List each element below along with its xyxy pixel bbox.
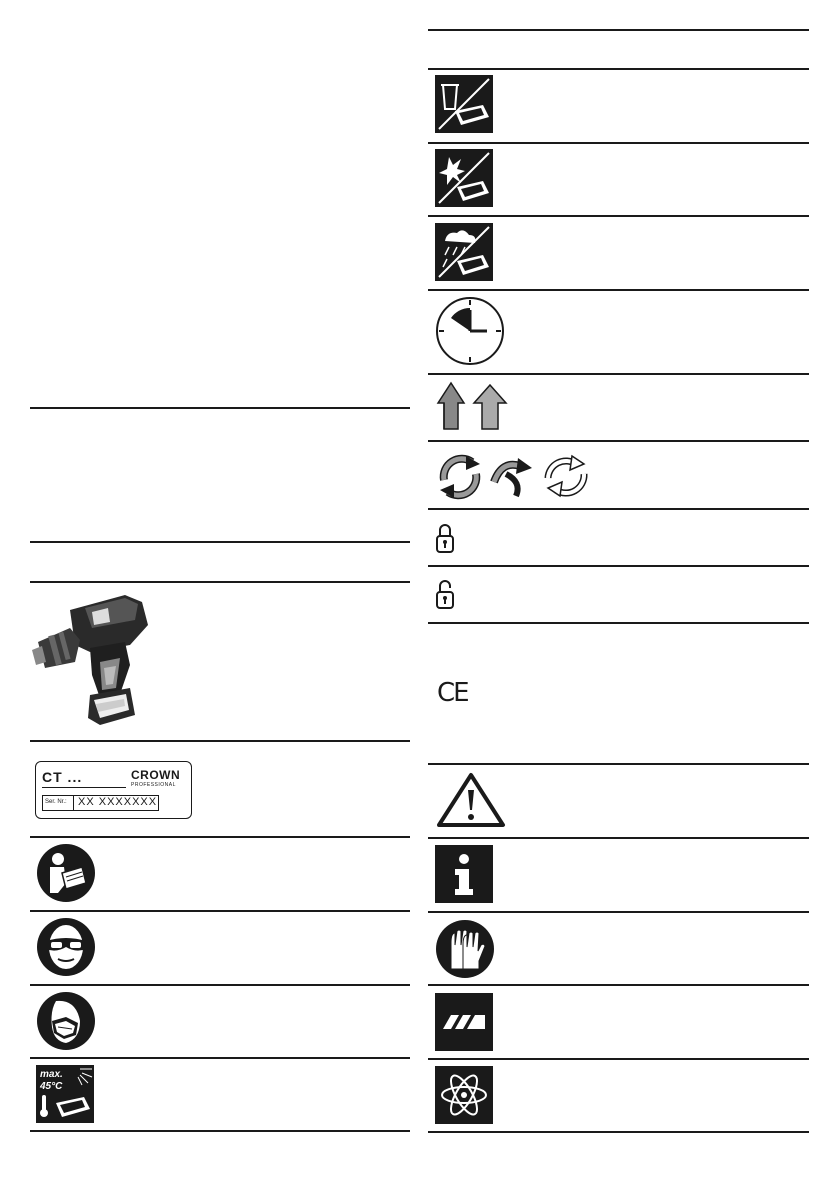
divider xyxy=(428,565,809,567)
divider xyxy=(30,581,410,583)
model-prefix: CT ... xyxy=(42,769,83,785)
no-battery-rain-icon xyxy=(435,223,493,281)
serial-box xyxy=(42,795,159,811)
divider xyxy=(30,1130,410,1132)
no-battery-fire-icon xyxy=(435,149,493,207)
serial-divider xyxy=(73,796,74,810)
dust-mask-icon xyxy=(36,991,96,1051)
warning-triangle-icon xyxy=(436,772,506,828)
divider xyxy=(428,1131,809,1133)
divider xyxy=(30,541,410,543)
atom-icon xyxy=(435,1066,493,1124)
max-label: max. xyxy=(40,1069,63,1080)
divider xyxy=(428,1058,809,1060)
rotation-direction-icon xyxy=(436,452,591,500)
divider xyxy=(428,142,809,144)
divider xyxy=(428,911,809,913)
eye-protection-icon xyxy=(36,917,96,977)
serial-value: XX XXXXXXX xyxy=(78,796,158,808)
nameplate-label xyxy=(35,761,192,819)
information-icon xyxy=(435,845,493,903)
charge-time-clock-icon xyxy=(435,296,505,366)
speed-gear-arrows-icon xyxy=(436,381,512,431)
divider xyxy=(428,508,809,510)
battery-max-45c-icon xyxy=(36,1065,94,1123)
divider xyxy=(30,836,410,838)
divider xyxy=(428,289,809,291)
divider xyxy=(428,837,809,839)
drill-product-image xyxy=(30,590,155,730)
divider xyxy=(428,29,809,31)
divider xyxy=(30,407,410,409)
divider xyxy=(428,622,809,624)
brand-subtitle: PROFESSIONAL xyxy=(131,782,176,788)
divider xyxy=(428,373,809,375)
temp-label: 45°C xyxy=(40,1081,63,1092)
model-underline xyxy=(42,787,126,788)
brand-name: CROWN xyxy=(131,768,181,782)
divider xyxy=(30,740,410,742)
divider xyxy=(428,68,809,70)
divider xyxy=(30,1057,410,1059)
no-battery-disposal-icon xyxy=(435,75,493,133)
serial-label: Ser. Nr.: xyxy=(45,799,67,805)
divider xyxy=(428,763,809,765)
divider xyxy=(428,984,809,986)
divider xyxy=(30,984,410,986)
protective-gloves-icon xyxy=(435,919,495,979)
ce-mark: CE xyxy=(437,678,468,708)
divider xyxy=(428,215,809,217)
divider xyxy=(30,910,410,912)
lock-open-icon xyxy=(436,578,454,610)
read-manual-icon xyxy=(36,843,96,903)
material-icon xyxy=(435,993,493,1051)
divider xyxy=(428,440,809,442)
lock-closed-icon xyxy=(436,522,454,554)
